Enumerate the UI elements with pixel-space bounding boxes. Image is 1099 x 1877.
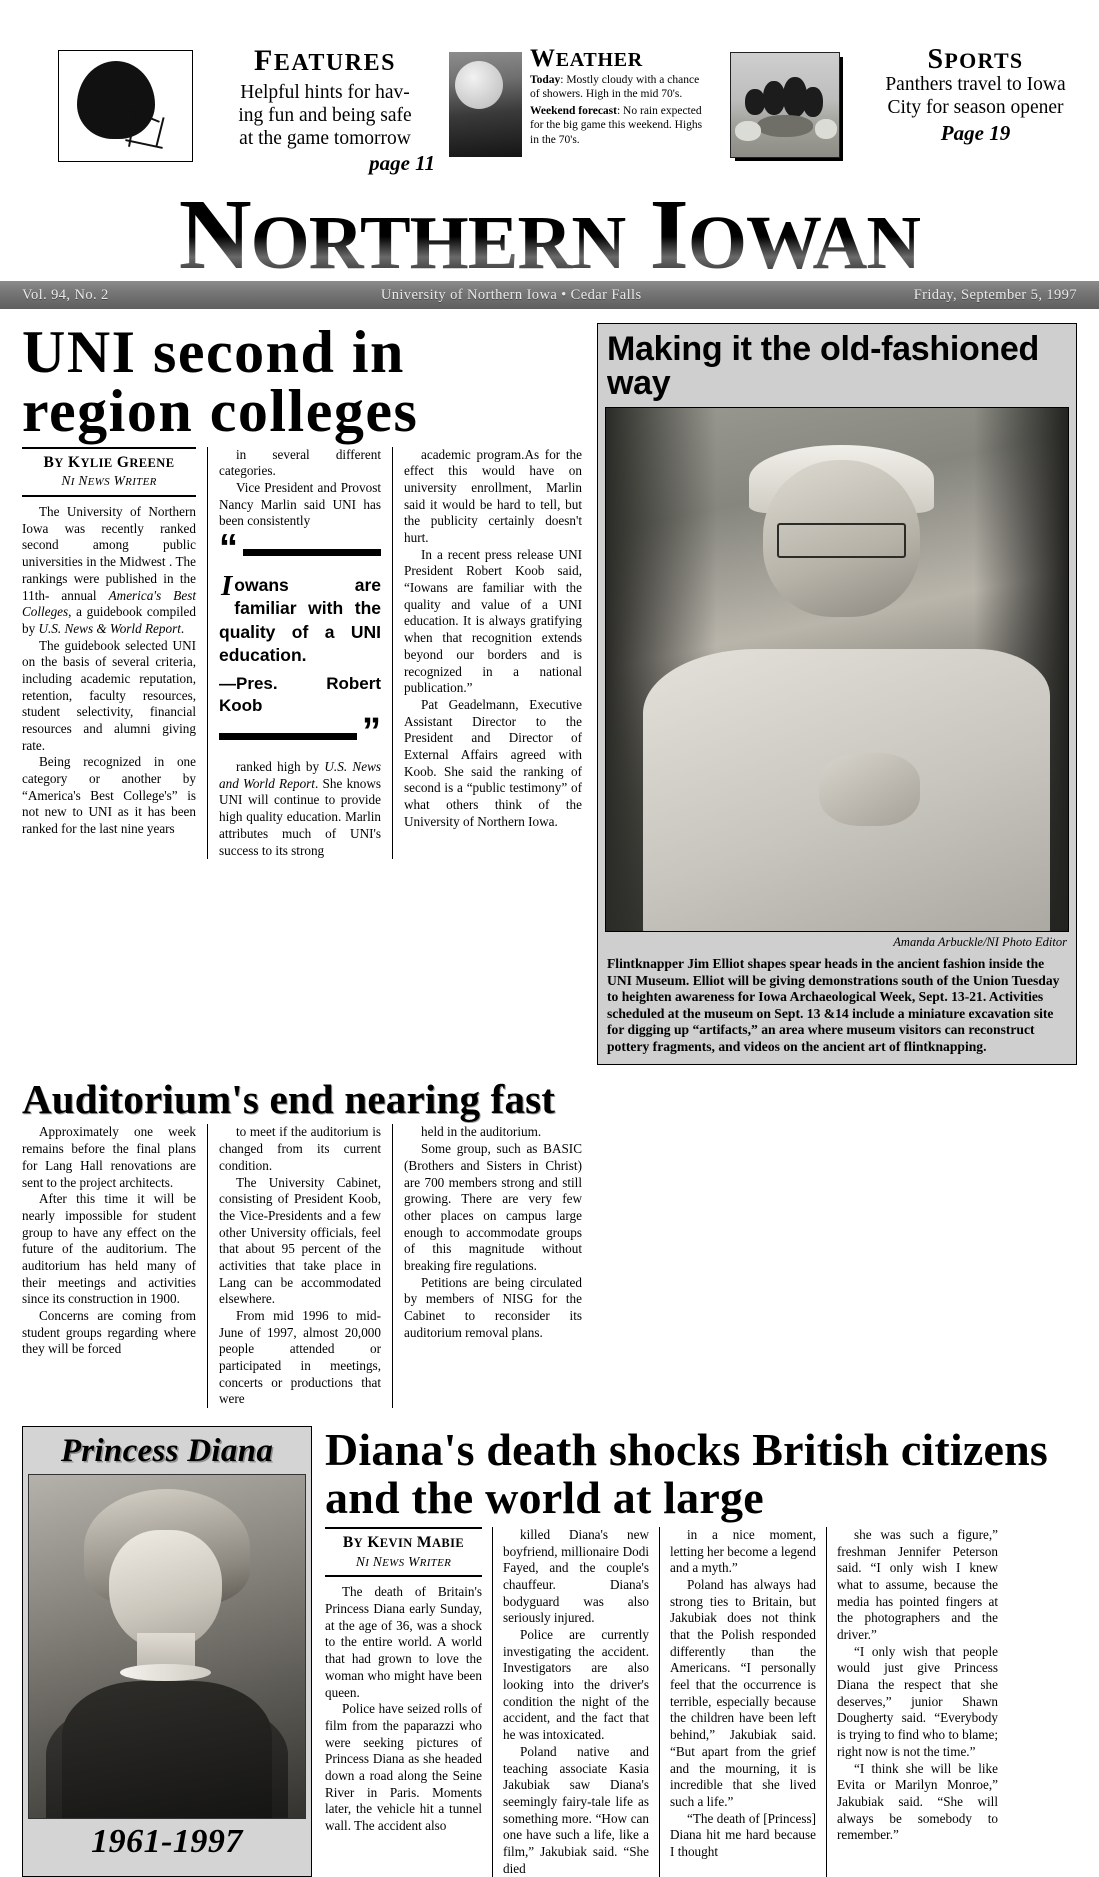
- top-section: [22, 319, 1077, 1065]
- flintknapper-photo: [605, 407, 1069, 932]
- photo-caption: Flintknapper Jim Elliot shapes spear heads in the ancient fashion inside the UNI Museum. Elliot will be giving demonstrations south of the Union Tuesday to heighten awareness for Iowa Archaeological Week, Sept. 13-21. Activities scheduled at the museum on Sept. 13 &14 include a miniature excavation site for digging up “artifacts,” an area where museum visitors can reconstruct pottery fragments, and videos on the ancient art of flintknapping.: [607, 956, 1060, 1054]
- publisher-line: University of Northern Iowa • Cedar Falls: [380, 286, 642, 303]
- teaser-strip: [0, 0, 1099, 180]
- lead-byline-name: BY KYLIE GREENE: [43, 453, 175, 471]
- pull-quote: [219, 527, 381, 754]
- paragraph: The guidebook selected UNI on the basis of several criteria, including academic reputation, retention, faculty resources, student selectivity, financial resources and alumni giving rate.: [22, 637, 196, 753]
- moon-photo: [449, 52, 522, 157]
- paragraph: in a nice moment, letting her become a legend and a myth.”: [670, 1526, 816, 1576]
- weather-today: [530, 73, 706, 102]
- sports-page-ref[interactable]: Page 19: [940, 120, 1011, 145]
- diana-headline: Diana's death shocks British citizens and the world at large: [325, 1424, 1049, 1523]
- football-action-photo: [730, 52, 842, 160]
- pull-quote-attribution: —Pres. Robert Koob: [219, 674, 381, 715]
- moon-icon: [455, 61, 503, 109]
- diana-photo-package: [22, 1426, 312, 1877]
- auditorium-column-2: [207, 1124, 392, 1408]
- paragraph: “I think she will be like Evita or Marilyn Monroe,” Jakubiak said. “She will always be somebody to remember.”: [837, 1760, 998, 1843]
- lead-story-columns: [22, 447, 583, 860]
- sports-line-1: Panthers travel to Iowa: [885, 74, 1066, 95]
- photo-package-headline: Making it the old-fashioned way: [607, 330, 1040, 402]
- paragraph: The University of Northern Iowa was recently ranked second among public universities in the Midwest . The rankings were published in the 11th- annual America's Best Colleges, a guidebook compiled by U.S. News & World Report.: [22, 504, 196, 636]
- teaser-sports[interactable]: [706, 46, 1083, 160]
- sports-line-2: City for season opener: [887, 96, 1064, 118]
- paragraph: Concerns are coming from student groups regarding where they will be forced: [22, 1308, 196, 1357]
- auditorium-story: [22, 1076, 597, 1408]
- paragraph: Approximately one week remains before the final plans for Lang Hall renovations are sent to the project architects.: [22, 1124, 196, 1190]
- volume-number: Vol. 94, No. 2: [22, 286, 109, 303]
- weather-today-label: Today: [530, 74, 561, 86]
- paragraph: Petitions are being circulated by members of NISG for the Cabinet to reconsider its auditorium removal plans.: [404, 1274, 582, 1340]
- paragraph: ranked high by U.S. News and World Report. She knows UNI will continue to provide high quality education. Marlin attributes much of UNI's success to its strong: [219, 759, 382, 858]
- features-line-2: ing fun and being safe: [238, 104, 412, 126]
- football-helmet-icon: [58, 50, 193, 162]
- paragraph: Some group, such as BASIC (Brothers and Sisters in Christ) are 700 members strong and still growing. There are very few other places on campus large enough to accommodate groups of this magnitude without breaking fire regulations.: [404, 1141, 582, 1273]
- paragraph: The University Cabinet, consisting of President Koob, the Vice-Presidents and a few other University officials, feel that about 95 percent of the activities that take place in Lang can be accommodated elsewhere.: [219, 1174, 381, 1307]
- features-page-ref[interactable]: page 11: [369, 151, 435, 176]
- paragraph: to meet if the auditorium is changed from its current condition.: [219, 1124, 381, 1173]
- masthead-nameplate: NORTHERN IOWAN: [0, 182, 1099, 277]
- diana-byline-name: BY KEVIN MABIE: [342, 1533, 465, 1551]
- paragraph: After this time it will be nearly impossible for student group to have any effect on the future of the auditorium. The auditorium has held many of their meetings and activities since its construction in 1900.: [22, 1191, 196, 1307]
- auditorium-columns: [22, 1124, 583, 1408]
- pull-quote-dropcap: I: [221, 570, 233, 603]
- paragraph: Police have seized rolls of film from the paparazzi who were seeking pictures of Princess Diana as she headed down a road along the Seine River in Paris. Moments later, the vehicle hit a tunnel wall. The accident also: [325, 1701, 482, 1834]
- diana-photo-title: Princess Diana: [60, 1433, 274, 1470]
- paragraph: Poland native and teaching associate Kasia Jakubiak saw Diana's seemingly fairy-tale life as something more. “How can one have such a life, like a film,” Jakubiak said. “She died: [503, 1743, 649, 1876]
- weather-today-text: : Mostly cloudy with a chance of showers. High in the mid 70's.: [530, 74, 700, 101]
- diana-column-3: [659, 1527, 826, 1877]
- teaser-weather[interactable]: [435, 46, 706, 157]
- diana-life-years: 1961-1997: [91, 1823, 243, 1861]
- diana-story: [22, 1426, 1077, 1877]
- lead-story: [22, 319, 597, 1065]
- diana-byline: [325, 1527, 482, 1578]
- paragraph: Being recognized in one category or another by “America's Best College's” is not new to UNI as it has been ranked for the last nine years: [22, 754, 196, 837]
- pull-quote-text: [219, 570, 381, 667]
- diana-column-4: [826, 1527, 998, 1877]
- diana-columns: [325, 1527, 1077, 1877]
- paragraph: In a recent press release UNI President Robert Koob said, “Iowans are familiar with the quality and value of a UNI education. It is always gratifying when that recognition extends beyond our borders and is recognized in a national publication.”: [404, 546, 582, 696]
- paragraph: From mid 1996 to mid-June of 1997, almost 20,000 people attended or participated in meetings, concerts or productions that were: [219, 1308, 381, 1407]
- lead-byline-role: NI NEWS WRITER: [61, 473, 157, 489]
- teaser-features[interactable]: [58, 46, 435, 176]
- diana-byline-role: NI NEWS WRITER: [355, 1553, 452, 1569]
- lead-column-3: [392, 447, 582, 860]
- paragraph: killed Diana's new boyfriend, millionaire Dodi Fayed, and the couple's chauffeur. Diana's bodyguard was also seriously injured.: [503, 1526, 649, 1626]
- paragraph: Pat Geadelmann, Executive Assistant Director to the President and Director of External Affairs agreed with Koob. She said the ranking of second is a “public testimony” of what others think of the University of Northern Iowa.: [404, 696, 582, 829]
- issue-date: Friday, September 5, 1997: [913, 286, 1077, 303]
- weather-weekend-text: : No rain expected for the big game this weekend. Highs in the 70's.: [530, 104, 703, 146]
- paragraph: Poland has always had strong ties to Britain, but Jakubiak does not think that the Polish responded differently than the Americans. “I personally feel that the occurrence is terrible, especially because the children have been left behind,” Jakubiak said. “But apart from the grief and the mourning, it is incredible that she lived such a life.”: [670, 1576, 816, 1809]
- paragraph: academic program.As for the effect this would have on university enrollment, Marlin said it would be hard to tell, but the publicity certainly doesn't hurt.: [404, 446, 582, 546]
- masthead-info-bar: [0, 281, 1099, 309]
- paragraph: held in the auditorium.: [421, 1124, 542, 1140]
- quote-open-icon: “: [219, 527, 238, 570]
- paragraph: “The death of [Princess] Diana hit me hard because I thought: [670, 1810, 816, 1859]
- lead-column-2: [207, 447, 392, 860]
- lead-column-1: [22, 447, 207, 860]
- weather-weekend: [530, 104, 706, 147]
- quote-close-icon: ”: [362, 711, 381, 754]
- paragraph: in several different categories.: [219, 446, 381, 479]
- paragraph: “I only wish that people would just give Princess Diana the respect that she deserves,” junior Shawn Dougherty said. “Everybody is trying to find who to blame; right now is not the time.”: [837, 1643, 998, 1759]
- paragraph: The death of Britain's Princess Diana early Sunday, at the age of 36, was a shock to the entire world. A world that had grown to love the woman who might have been queen.: [325, 1584, 482, 1700]
- features-line-3: at the game tomorrow: [239, 127, 411, 149]
- sports-kicker: SPORTS: [927, 44, 1024, 75]
- paragraph: she was such a figure,” freshman Jennifer Peterson said. “I only wish I knew what to assume, because the media has pointed fingers at the photographers and the driver.”: [837, 1526, 998, 1643]
- paragraph: Vice President and Provost Nancy Marlin said UNI has been consistently: [219, 479, 381, 529]
- diana-column-1: [325, 1527, 492, 1877]
- features-kicker: FEATURES: [254, 44, 396, 77]
- auditorium-column-3: [392, 1124, 582, 1408]
- lead-byline: [22, 447, 196, 498]
- auditorium-column-1: [22, 1124, 207, 1408]
- features-line-1: Helpful hints for hav-: [240, 82, 410, 103]
- paragraph: Police are currently investigating the accident. Investigators are also looking into the driver's condition the night of the accident, and the fact that he was intoxicated.: [503, 1627, 649, 1743]
- diana-text-package: [312, 1426, 1077, 1877]
- weather-kicker: WEATHER: [530, 45, 643, 72]
- auditorium-headline: Auditorium's end nearing fast: [22, 1076, 556, 1123]
- photo-credit: Amanda Arbuckle/NI Photo Editor: [893, 935, 1067, 949]
- weather-weekend-label: Weekend forecast: [530, 104, 617, 117]
- diana-portrait-photo: [28, 1474, 306, 1819]
- diana-column-2: [492, 1527, 659, 1877]
- photo-package: [597, 323, 1077, 1065]
- lead-headline: UNI second in region colleges: [22, 319, 419, 444]
- pull-quote-body: owans are familiar with the quality of a UNI education.: [219, 575, 381, 665]
